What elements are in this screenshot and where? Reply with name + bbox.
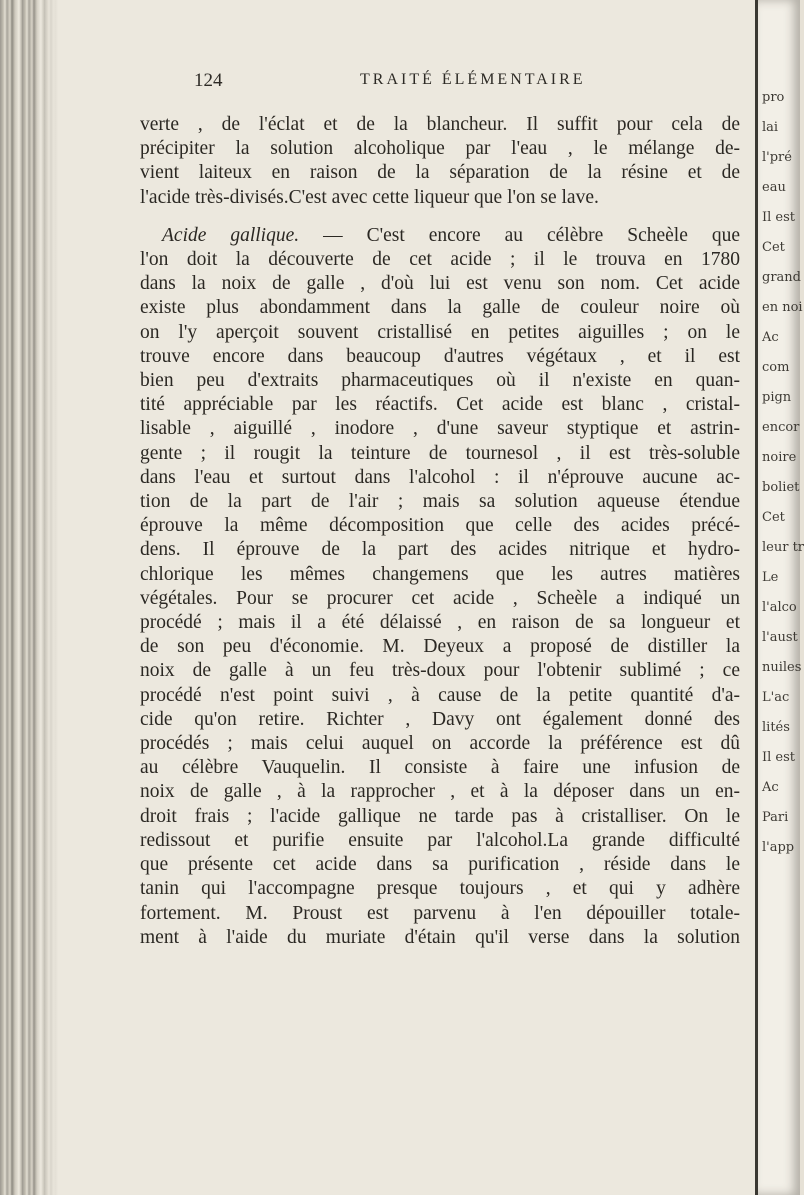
facing-page-fragment: boliet [762,480,800,495]
text-line: éprouve la même décomposition que celle des acides précé- [140,515,740,537]
facing-page-fragment: pro [762,90,785,105]
text-line: dens. Il éprouve de la part des acides nitrique et hydro- [140,539,740,561]
facing-page-fragment: l'aust [762,630,798,645]
text-line: de son peu d'économie. M. Deyeux a proposé de distiller la [140,636,740,658]
body-text [140,113,740,950]
book-page [70,60,760,948]
facing-page-fragment: Ac [762,780,779,795]
paragraph-1 [140,113,740,210]
running-head [70,60,760,92]
text-line: redissout et purifie ensuite par l'alcohol.La grande difficulté [140,829,740,851]
text-line: cide qu'on retire. Richter , Davy ont également donné des [140,708,740,730]
text-line: verte , de l'éclat et de la blancheur. Il suffit pour cela de [140,114,740,135]
text-line: lisable , aiguillé , inodore , d'une saveur styptique et astrin- [140,418,740,440]
facing-page-fragment: eau [762,180,786,195]
section-first-line [140,224,740,248]
facing-page-fragment: Pari [762,810,789,825]
text-line: on l'y aperçoit souvent cristallisé en petites aiguilles ; on le [140,321,740,343]
facing-page-fragment: L'ac [762,690,790,705]
facing-page-fragment: Ac [762,330,779,345]
facing-page-fragment: en noi [762,300,803,315]
facing-page-fragment: noire [762,450,797,465]
facing-page-fragment: l'pré [762,150,792,165]
text-line: végétales. Pour se procurer cet acide , Scheèle a indiqué un [140,587,740,609]
facing-page-fragment: Il est [762,210,796,225]
text-line: l'on doit la découverte de cet acide ; il le trouva en 1780 [140,249,740,271]
facing-page-fragment: Cet [762,240,785,255]
facing-page-fragment: lités [762,720,790,735]
text-line: tité appréciable par les réactifs. Cet acide est blanc , cristal- [140,394,740,416]
text-line: que présente cet acide dans sa purification , réside dans le [140,854,740,876]
facing-page-fragment: l'alco [762,600,797,615]
facing-page-fragment: lai [762,120,779,135]
facing-page-fragment: Cet [762,510,785,525]
text-line: noix de galle à un feu très-doux pour l'obtenir sublimé ; ce [140,660,740,682]
text-line: tanin qui l'accompagne presque toujours , et qui y adhère [140,878,740,900]
facing-page-fragment: nuiles [762,660,802,675]
facing-page-fragment: com [762,360,790,375]
section-heading: Acide gallique. [162,224,300,246]
facing-page-edge [755,0,804,1195]
facing-page-fragment: Le [762,570,779,585]
text-line: dans la noix de galle , d'où lui est venu son nom. Cet acide [140,273,740,295]
text-line: existe plus abondamment dans la galle de couleur noire où [140,297,740,319]
book-binding-edge [0,0,58,1195]
text-line: vient laiteux en raison de la séparation de la résine et de [140,162,740,184]
text-line: au célèbre Vauquelin. Il consiste à faire une infusion de [140,757,740,779]
text-line: dans l'eau et surtout dans l'alcohol : il n'éprouve aucune ac- [140,466,740,488]
text-line: chlorique les mêmes changemens que les autres matières [140,563,740,585]
facing-page-fragment: l'app [762,840,795,855]
text-line: tion de la part de l'air ; mais sa solution aqueuse étendue [140,491,740,513]
paragraph-2 [140,224,740,950]
text-line: l'acide très-divisés.C'est avec cette liqueur que l'on se lave. [140,186,599,208]
page-number: 124 [194,70,223,91]
text-line: droit frais ; l'acide gallique ne tarde pas à cristalliser. On le [140,805,740,827]
text-line: procédé n'est point suivi , à cause de la petite quantité d'a- [140,684,740,706]
facing-page-fragment: leur tr [762,540,804,555]
text-line: gente ; il rougit la teinture de tournesol , il est très-soluble [140,442,740,464]
facing-page-fragment: grand [762,270,801,285]
text-line: procédé ; mais il a été délaissé , en raison de sa longueur et [140,612,740,634]
running-head-title: TRAITÉ ÉLÉMENTAIRE [360,71,586,88]
text-line: procédés ; mais celui auquel on accorde la préférence est dû [140,733,740,755]
text-line: précipiter la solution alcoholique par l'eau , le mélange de- [140,138,740,160]
text-line: ment à l'aide du muriate d'étain qu'il verse dans la solution [140,926,740,948]
facing-page-fragment: Il est [762,750,796,765]
text-line: trouve encore dans beaucoup d'autres végétaux , et il est [140,345,740,367]
section-first-line-text: — C'est encore au célèbre Scheèle que [299,224,740,246]
facing-page-fragment: encor [762,420,800,435]
text-line: fortement. M. Proust est parvenu à l'en dépouiller totale- [140,902,740,924]
text-line: noix de galle , à la rapprocher , et à la déposer dans un en- [140,781,740,803]
text-line: bien peu d'extraits pharmaceutiques où il n'existe en quan- [140,370,740,392]
facing-page-fragment: pign [762,390,792,405]
